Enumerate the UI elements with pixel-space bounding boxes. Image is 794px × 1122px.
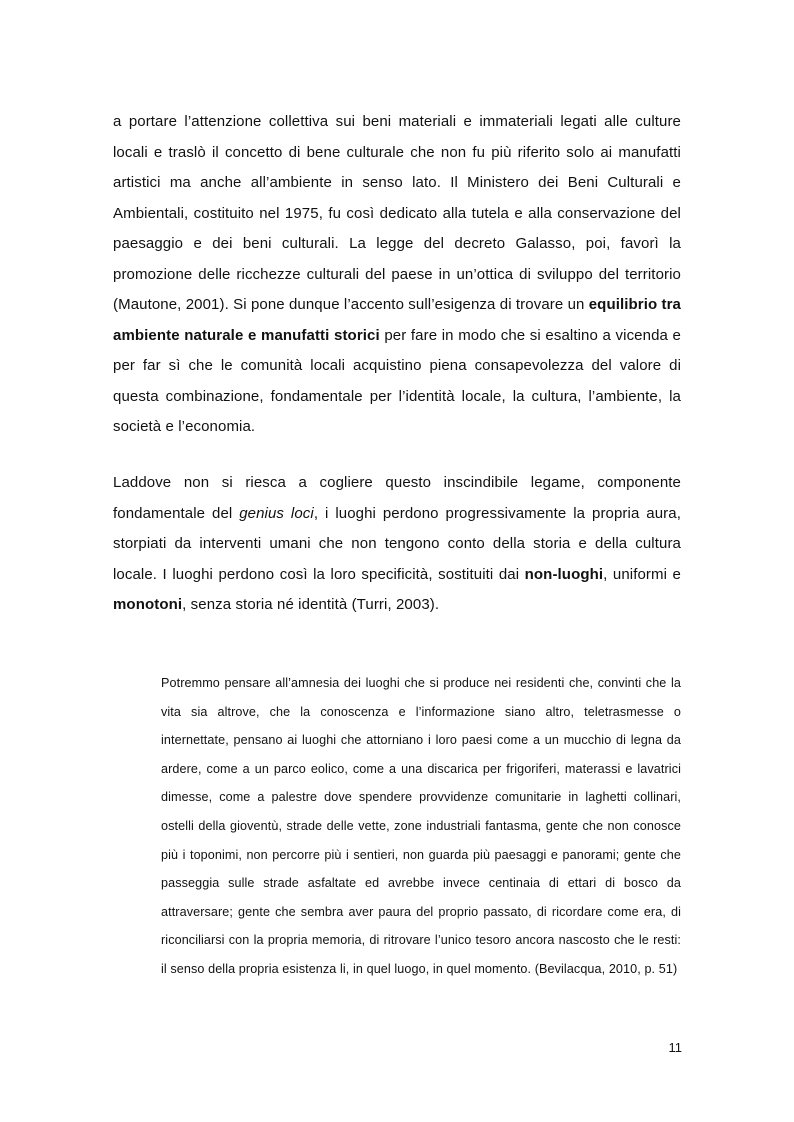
- paragraph-1-text-b: per fare in modo che si esaltino a vicenda e per far sì che le comunità locali acquistino piena consapevolezza del valore di questa combinazione, fondamentale per l’identità locale, la cultura, l’ambiente, la società e l’economia.: [113, 326, 681, 435]
- paragraph-1-bold-emphasis: equilibrio tra ambiente naturale e manufatti storici: [113, 296, 681, 344]
- body-paragraph-1: [113, 107, 681, 443]
- block-quote: [161, 669, 681, 984]
- paragraph-2-italic-term: genius loci: [239, 504, 314, 522]
- page-number: 11: [668, 1040, 682, 1055]
- body-paragraph-2: [113, 468, 681, 621]
- paragraph-2-bold-non-luoghi: non-luoghi: [524, 565, 604, 583]
- paragraph-2-text-a: Laddove non si riesca a cogliere questo inscindibile legame, componente fondamentale del: [113, 474, 681, 522]
- paragraph-1-text-a: a portare l’attenzione collettiva sui beni materiali e immateriali legati alle culture locali e traslò il concetto di bene culturale che non fu più riferito solo ai manufatti artistici ma anche all’ambiente in senso lato. Il Ministero dei Beni Culturali e Ambientali, costituito nel 1975, fu così dedicato alla tutela e alla conservazione del paesaggio e dei beni culturali. La legge del decreto Galasso, poi, favorì la promozione delle ricchezze culturali del paese in un’ottica di sviluppo del territorio (Mautone, 2001). Si pone dunque l’accento sull’esigenza di trovare un: [113, 113, 681, 313]
- paragraph-2-text-d: , senza storia né identità (Turri, 2003).: [182, 596, 440, 613]
- paragraph-2-text-b: , i luoghi perdono progressivamente la propria aura, storpiati da interventi umani che non tengono conto della storia e della cultura locale. I luoghi perdono così la loro specificità, sostituiti dai: [113, 504, 681, 583]
- paragraph-2-bold-monotoni: monotoni: [113, 596, 183, 613]
- paragraph-2-text-c: , uniformi e: [603, 565, 681, 583]
- block-quote-text: Potremmo pensare all’amnesia dei luoghi che si produce nei residenti che, convinti che la vita sia altrove, che la conoscenza e l’informazione siano altro, teletrasmesse o internettate, pensano ai luoghi che attorniano i loro paesi come a un mucchio di legna da ardere, come a un parco eolico, come a una discarica per frigoriferi, materassi e lavatrici dimesse, come a palestre dove spendere provvidenze comunitarie in laghetti collinari, ostelli della gioventù, strade delle vette, zone industriali fantasma, gente che non conosce più i toponimi, non percorre più i sentieri, non guarda più paesaggi e panorami; gente che passeggia sulle strade asfaltate ed avrebbe invece centinaia di ettari di bosco da attraversare; gente che sembra aver paura del proprio passato, di ricordare come era, di riconciliarsi con la propria memoria, di ritrovare l’unico tesoro ancora nascosto che le resti: il senso della propria esistenza li, in quel luogo, in quel momento. (Bevilacqua, 2010, p. 51): [161, 676, 681, 976]
